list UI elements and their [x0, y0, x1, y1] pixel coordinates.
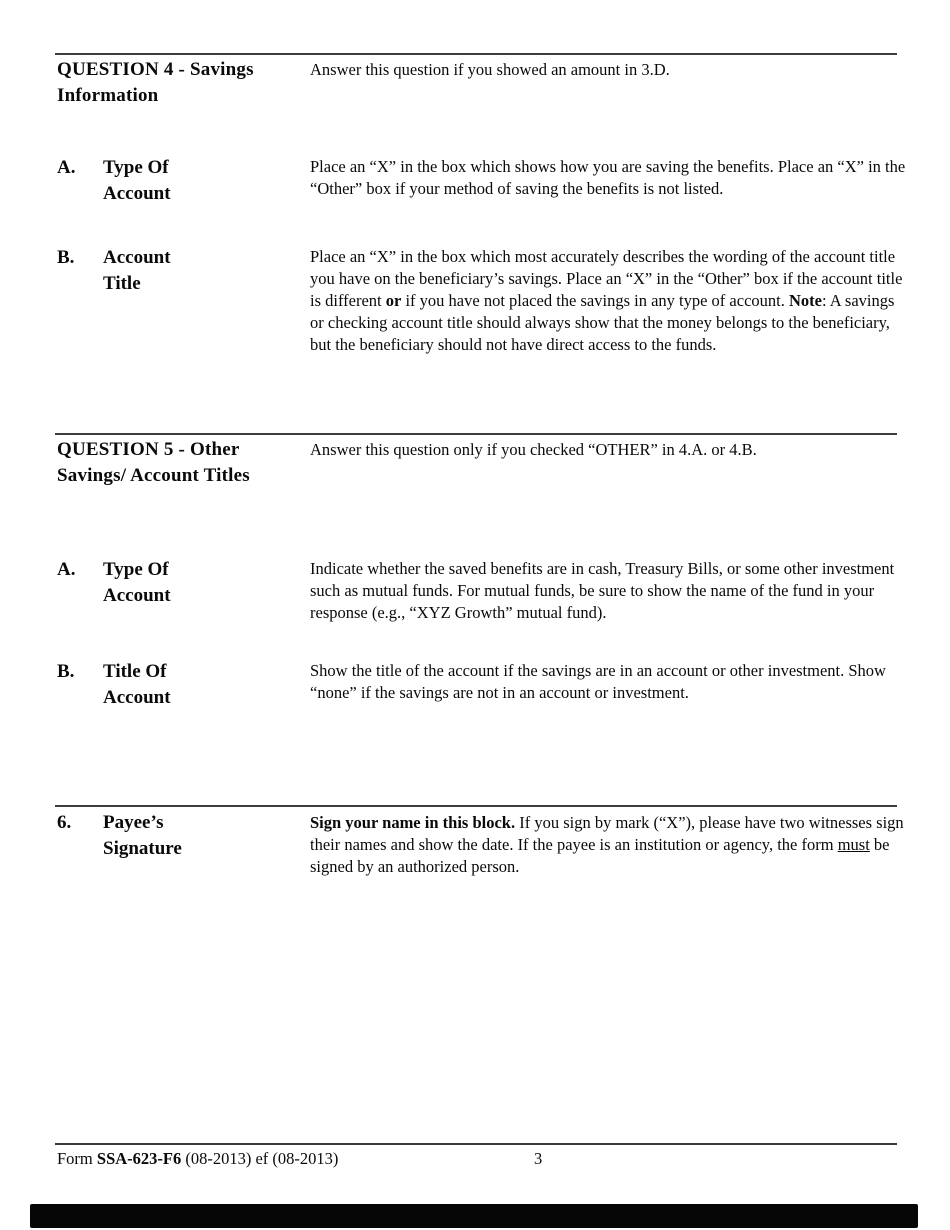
item-6-title: Payee’s Signature [103, 812, 182, 859]
item-5a-label: A. [57, 559, 76, 580]
question-4-intro: Answer this question if you showed an amount in 3.D. [310, 60, 670, 79]
question-5-intro: Answer this question only if you checked “OTHER” in 4.A. or 4.B. [310, 440, 757, 459]
item-4a-description: Place an “X” in the box which shows how you are saving the benefits. Place an “X” in the “Other” box if your method of saving the benefits is not listed. [310, 157, 906, 198]
item-5b-title: Title Of Account [103, 661, 171, 708]
question-4-heading: QUESTION 4 - Savings Information [57, 59, 254, 106]
item-4b-label: B. [57, 247, 75, 268]
item-4b-title: Account Title [103, 247, 171, 294]
item-6-divider [55, 805, 897, 807]
footer-divider [55, 1143, 897, 1145]
item-5a-description: Indicate whether the saved benefits are in cash, Treasury Bills, or some other investment such as mutual funds. For mutual funds, be sure to show the name of the fund in your response (e.g., “XYZ Growth” mutual fund). [310, 559, 895, 622]
item-4a-title: Type Of Account [103, 157, 171, 204]
question-5-divider [55, 433, 897, 435]
item-4b-description: Place an “X” in the box which most accurately describes the wording of the account title you have on the beneficiary’s savings. Place an “X” in the “Other” box if the account title is different or if you have not placed the savings in any type of account. Note: A savings or checking account title should always show that the money belongs to the beneficiary, but the beneficiary should not have direct access to the funds. [310, 247, 903, 354]
form-number: Form SSA-623-F6 (08-2013) ef (08-2013) [57, 1149, 339, 1168]
item-4a-label: A. [57, 157, 76, 178]
item-5b-label: B. [57, 661, 75, 682]
question-5-heading: QUESTION 5 - Other Savings/ Account Titles [57, 439, 250, 486]
item-5b-description: Show the title of the account if the savings are in an account or other investment. Show “none” if the savings are not in an account or investment. [310, 661, 886, 702]
page-number: 3 [534, 1149, 543, 1168]
item-6-label: 6. [57, 812, 72, 833]
item-5a-title: Type Of Account [103, 559, 171, 606]
scan-artifact-bar [30, 1204, 918, 1228]
question-4-divider [55, 53, 897, 55]
item-6-description: Sign your name in this block. If you sign by mark (“X”), please have two witnesses sign their names and show the date. If the payee is an institution or agency, the form must be signed by an authorized person. [310, 813, 904, 876]
